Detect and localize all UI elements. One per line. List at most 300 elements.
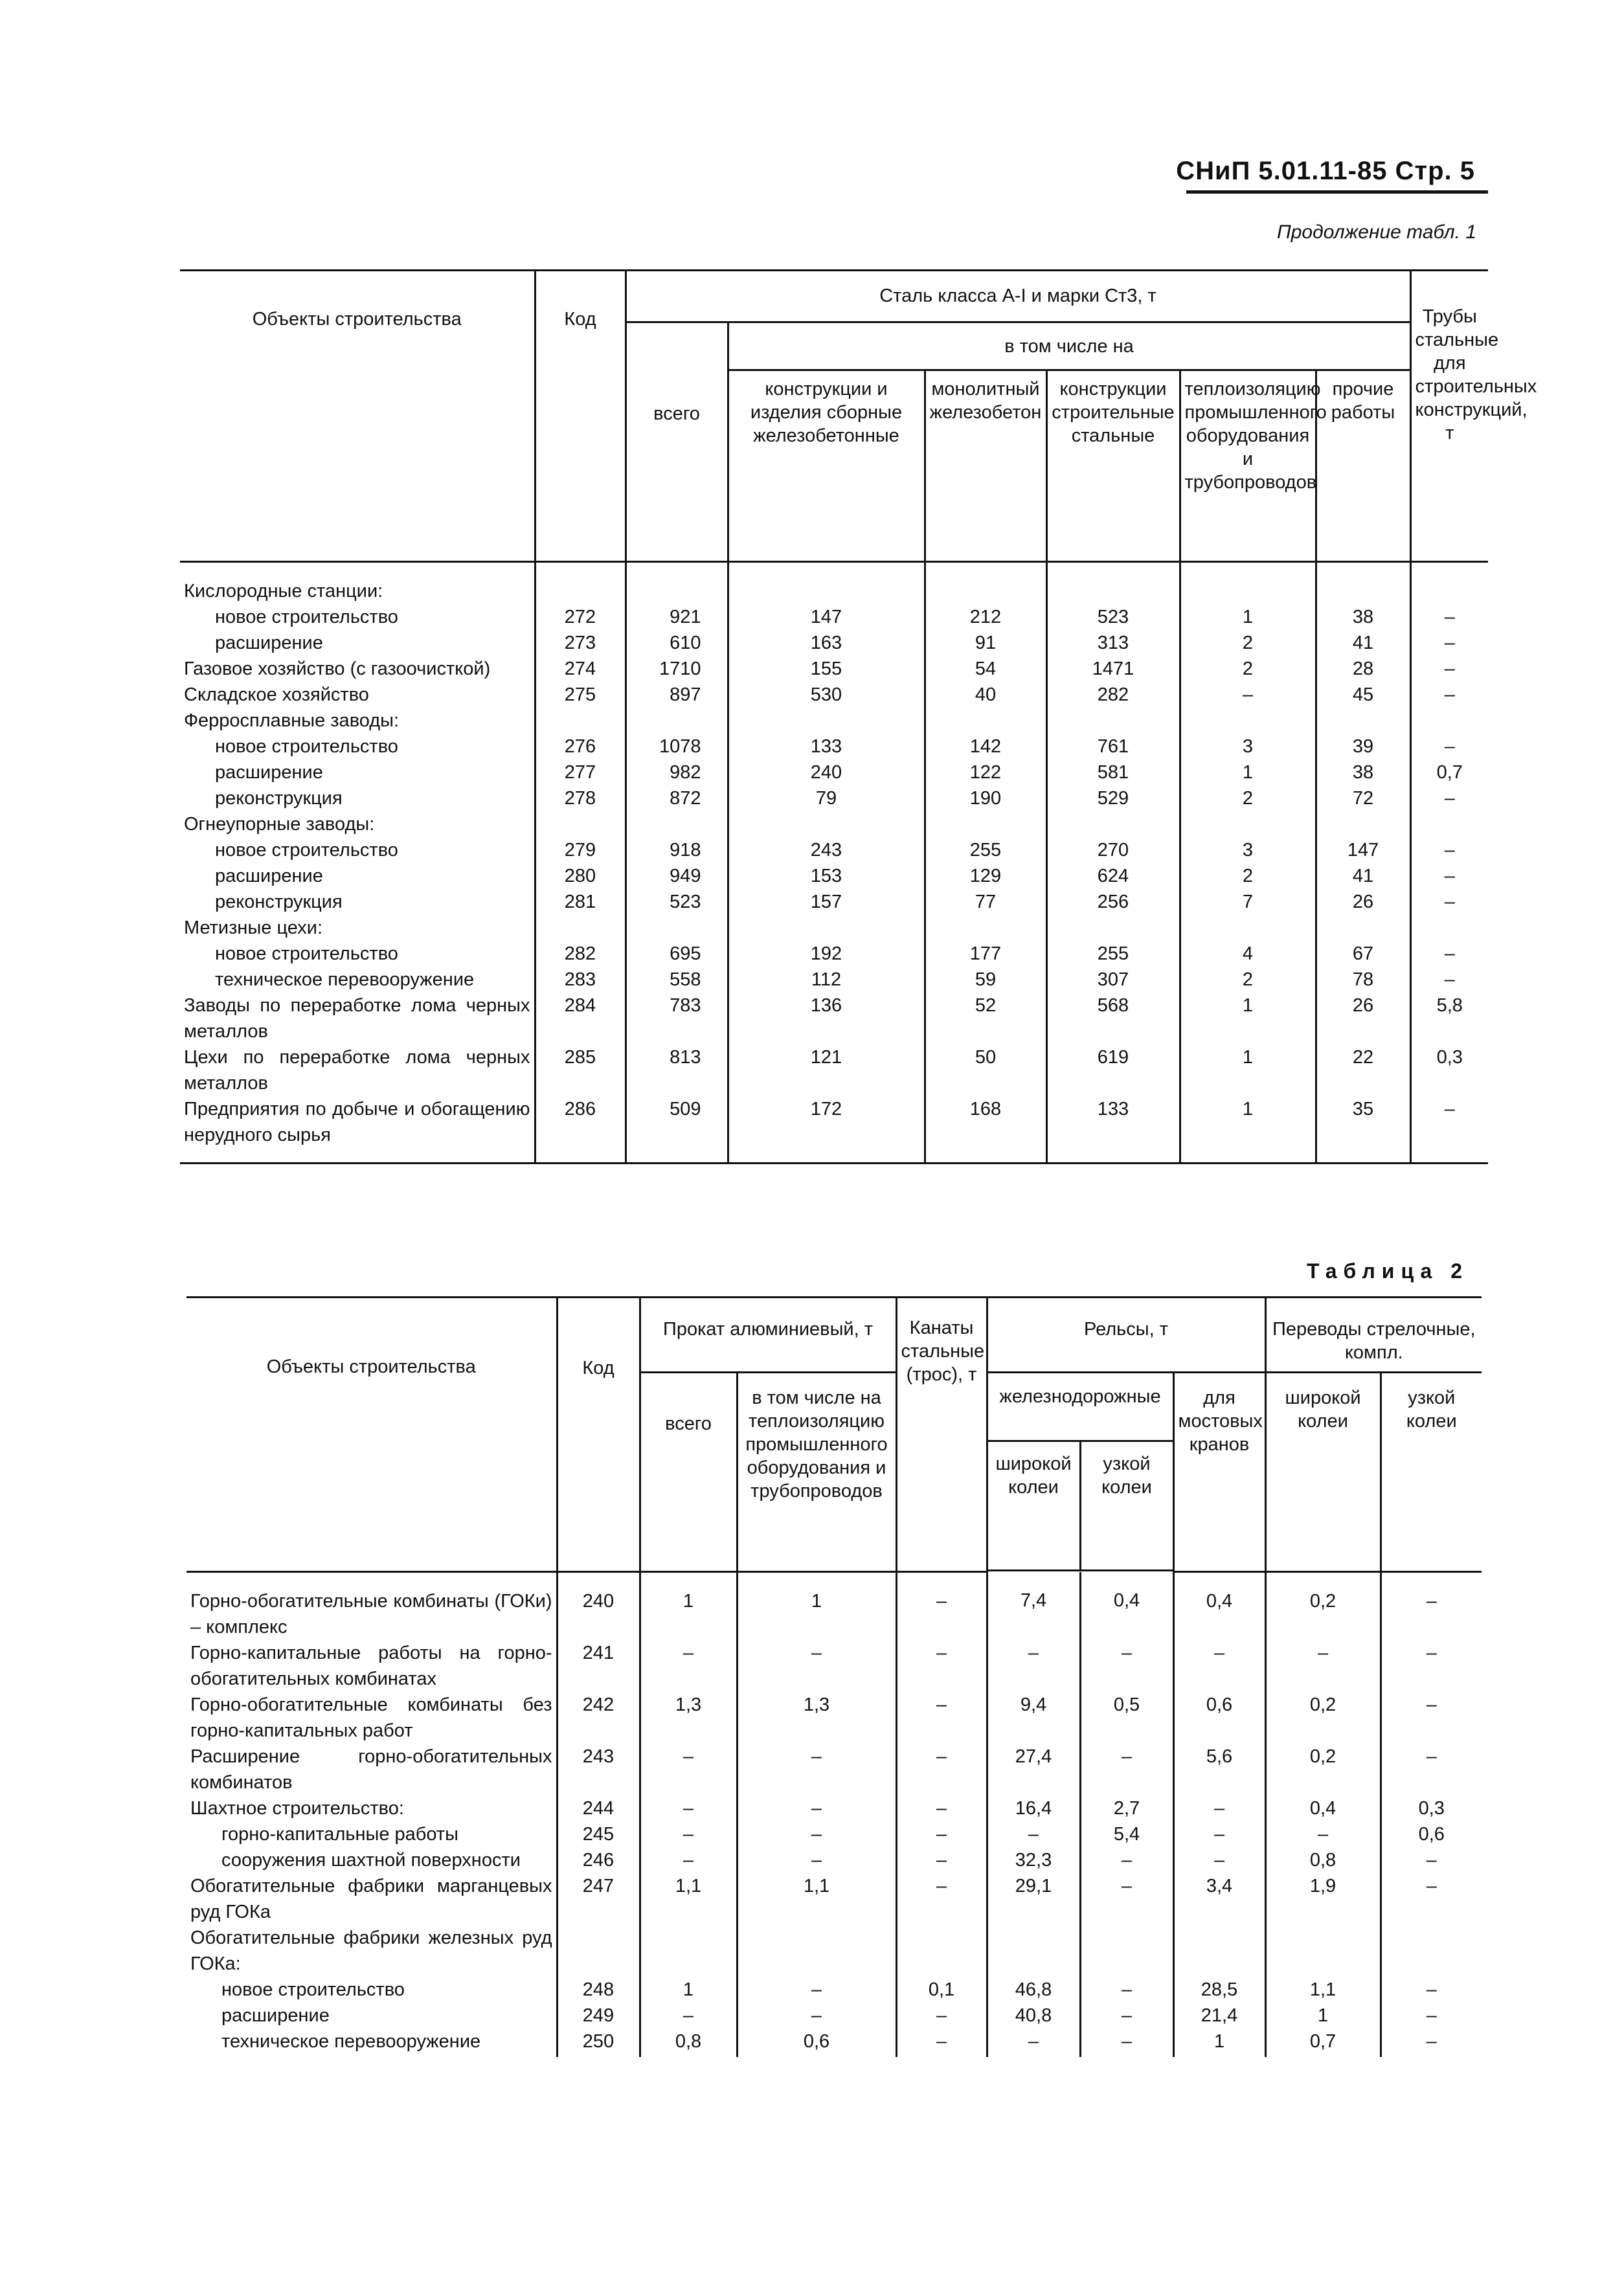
t1-code: 278 (535, 785, 626, 811)
t1-header-c5: прочие работы (1316, 370, 1410, 562)
t2-value: 29,1 (987, 1873, 1080, 1925)
t2-header-rails-wide: широкой колеи (987, 1441, 1080, 1571)
t1-object-name: новое строительство (215, 607, 398, 627)
t2-value: – (1173, 1640, 1265, 1692)
t1-header-c1: конструкции и изделия сборные железобетонные (728, 370, 925, 562)
t1-value (728, 562, 925, 605)
t1-header-pipes: Трубы стальные для строительных конструкций, т (1410, 271, 1488, 562)
t1-value: 91 (925, 630, 1046, 656)
t1-value: 624 (1046, 863, 1180, 889)
t1-value: 38 (1316, 759, 1410, 785)
t1-value (925, 562, 1046, 605)
t2-value: 5,4 (1080, 1821, 1173, 1847)
t1-value (626, 915, 728, 941)
t2-value: – (1173, 1847, 1265, 1873)
t2-value: 16,4 (987, 1795, 1080, 1821)
t1-object-name: Заводы по переработке лома черных металлов (184, 995, 530, 1042)
continuation-note: Продолжение табл. 1 (1277, 221, 1476, 243)
t1-value (1046, 811, 1180, 837)
t2-value: 0,2 (1265, 1744, 1381, 1795)
t1-value: 813 (626, 1044, 728, 1096)
t1-value (1180, 708, 1316, 734)
t1-value (1410, 562, 1488, 605)
t2-value: – (737, 1821, 896, 1847)
t1-value: 7 (1180, 889, 1316, 915)
t2-code: 245 (557, 1821, 640, 1847)
t1-value: 255 (925, 837, 1046, 863)
t1-code (535, 708, 626, 734)
t1-value: 192 (728, 941, 925, 967)
t2-value: 0,2 (1265, 1572, 1381, 1641)
t1-header-code: Код (535, 271, 626, 562)
t2-code: 243 (557, 1744, 640, 1795)
t2-row (186, 1873, 1482, 1925)
t2-value: – (737, 1847, 896, 1873)
t1-header-objects: Объекты строительства (180, 271, 535, 562)
t1-object-name: Огнеупорные заводы: (184, 814, 375, 835)
t1-row (180, 562, 1488, 605)
t1-value: 872 (626, 785, 728, 811)
t2-value: – (1080, 2003, 1173, 2029)
t1-value: 783 (626, 993, 728, 1044)
t2-row (186, 1572, 1482, 1641)
t2-value: 0,7 (1265, 2029, 1381, 2057)
t1-value: 1 (1180, 1096, 1316, 1164)
t2-value: – (896, 1795, 987, 1821)
t2-value: 1 (737, 1572, 896, 1641)
t1-value: 2 (1180, 863, 1316, 889)
t2-code: 246 (557, 1847, 640, 1873)
t1-code: 281 (535, 889, 626, 915)
t1-row (180, 967, 1488, 993)
t1-value (1316, 562, 1410, 605)
t1-value: 121 (728, 1044, 925, 1096)
t1-row (180, 708, 1488, 734)
t1-value: 1 (1180, 1044, 1316, 1096)
t1-value: – (1410, 889, 1488, 915)
t1-value (626, 562, 728, 605)
t2-row (186, 1847, 1482, 1873)
t2-object-name: техническое перевооружение (221, 2031, 481, 2052)
t1-code (535, 811, 626, 837)
t2-value: – (1080, 1640, 1173, 1692)
t1-object-name: новое строительство (215, 736, 398, 757)
t2-header-al-incl: в том числе на теплоизоляцию промышленного оборудования и трубопроводов (737, 1373, 896, 1572)
t1-value: 949 (626, 863, 728, 889)
t1-code: 274 (535, 656, 626, 682)
t1-value (1316, 915, 1410, 941)
t1-value: 0,3 (1410, 1044, 1488, 1096)
t2-row (186, 2003, 1482, 2029)
t2-value: – (987, 1821, 1080, 1847)
t1-value: 2 (1180, 967, 1316, 993)
t1-value: 530 (728, 682, 925, 708)
t2-value: 1,1 (1265, 1977, 1381, 2003)
t1-header-c4: теплоизоляцию промышленного оборудования и трубопроводов (1180, 370, 1316, 562)
t2-value: 27,4 (987, 1744, 1080, 1795)
table-2 (186, 1296, 1482, 2057)
t1-value: 1471 (1046, 656, 1180, 682)
t1-object-name: новое строительство (215, 840, 398, 860)
t2-value: 0,4 (1265, 1795, 1381, 1821)
t2-value: 7,4 (987, 1572, 1080, 1641)
t2-value: 0,8 (1265, 1847, 1381, 1873)
t2-header-aluminum: Прокат алюминиевый, т (640, 1298, 896, 1373)
t1-value: – (1410, 785, 1488, 811)
t2-value: 46,8 (987, 1977, 1080, 2003)
t1-value: 79 (728, 785, 925, 811)
t2-value: – (1381, 2029, 1482, 2057)
t1-value: 307 (1046, 967, 1180, 993)
t2-value: 5,6 (1173, 1744, 1265, 1795)
t1-code: 284 (535, 993, 626, 1044)
t1-row (180, 785, 1488, 811)
t2-value: – (1080, 2029, 1173, 2057)
t1-value: 918 (626, 837, 728, 863)
t1-value: 54 (925, 656, 1046, 682)
t2-code: 250 (557, 2029, 640, 2057)
t1-value: 59 (925, 967, 1046, 993)
table-1 (180, 269, 1537, 1164)
t1-value (1046, 562, 1180, 605)
t1-value: 255 (1046, 941, 1180, 967)
t2-value: 3,4 (1173, 1873, 1265, 1925)
t1-value: 122 (925, 759, 1046, 785)
t1-value: 52 (925, 993, 1046, 1044)
t1-value: 153 (728, 863, 925, 889)
t1-value: 982 (626, 759, 728, 785)
t1-object-name: новое строительство (215, 943, 398, 964)
t2-row (186, 1744, 1482, 1795)
t1-row (180, 1096, 1488, 1164)
t1-code: 275 (535, 682, 626, 708)
t2-value: – (1381, 1977, 1482, 2003)
t1-value: 163 (728, 630, 925, 656)
t2-code: 248 (557, 1977, 640, 2003)
t1-value: 133 (1046, 1096, 1180, 1164)
t2-value: – (987, 2029, 1080, 2057)
t1-value (1046, 708, 1180, 734)
t2-value: – (640, 1847, 737, 1873)
t2-header-sw-narrow: узкой колеи (1381, 1373, 1482, 1572)
t1-value: – (1410, 656, 1488, 682)
t2-header-code: Код (557, 1298, 640, 1572)
t2-value: 0,2 (1265, 1692, 1381, 1744)
t2-row (186, 1640, 1482, 1692)
t1-value (925, 811, 1046, 837)
t1-body (180, 562, 1488, 1164)
t1-value: 41 (1316, 630, 1410, 656)
t1-value: 1 (1180, 993, 1316, 1044)
t1-value (1316, 811, 1410, 837)
t2-value: – (1080, 1847, 1173, 1873)
t1-value: – (1410, 630, 1488, 656)
t2-value: 40,8 (987, 2003, 1080, 2029)
t2-value: – (1381, 1847, 1482, 1873)
t2-value: – (737, 1744, 896, 1795)
t1-value: 523 (626, 889, 728, 915)
t1-object-name: реконструкция (215, 892, 343, 912)
t2-value: – (1381, 1640, 1482, 1692)
t1-value: 39 (1316, 734, 1410, 759)
t1-value (1180, 562, 1316, 605)
t1-value (1180, 811, 1316, 837)
t2-value: 0,8 (640, 2029, 737, 2057)
t1-value: 1 (1180, 759, 1316, 785)
t1-value: 3 (1180, 837, 1316, 863)
t1-value: 0,7 (1410, 759, 1488, 785)
t2-value: – (896, 1572, 987, 1641)
t1-value (728, 915, 925, 941)
t2-value (1173, 1925, 1265, 1977)
t1-value (728, 708, 925, 734)
t1-object-name: Предприятия по добыче и обогащению нерудного сырья (180, 1096, 535, 1164)
t2-value: 0,4 (1173, 1572, 1265, 1641)
t1-row (180, 889, 1488, 915)
t2-value: – (896, 1873, 987, 1925)
t1-code: 282 (535, 941, 626, 967)
t1-value (1410, 811, 1488, 837)
t1-value: 41 (1316, 863, 1410, 889)
t2-value: 0,1 (896, 1977, 987, 2003)
t2-value: – (1265, 1821, 1381, 1847)
t2-value: 1,1 (640, 1873, 737, 1925)
t1-value: 581 (1046, 759, 1180, 785)
t1-value: – (1410, 1096, 1488, 1164)
t1-value: 45 (1316, 682, 1410, 708)
t2-value: – (896, 1744, 987, 1795)
t2-object-name: расширение (221, 2005, 330, 2026)
t1-object-name: реконструкция (215, 788, 343, 809)
t1-code: 283 (535, 967, 626, 993)
t2-value: 0,6 (1173, 1692, 1265, 1744)
t1-value: 568 (1046, 993, 1180, 1044)
t1-value: 558 (626, 967, 728, 993)
t1-value (1410, 915, 1488, 941)
t1-value: 142 (925, 734, 1046, 759)
t2-value (1080, 1925, 1173, 1977)
t1-value: 77 (925, 889, 1046, 915)
t2-value: 0,3 (1381, 1795, 1482, 1821)
t2-code: 244 (557, 1795, 640, 1821)
t2-value: – (737, 1640, 896, 1692)
t1-value: 112 (728, 967, 925, 993)
t1-value: 1 (1180, 604, 1316, 630)
t2-value (987, 1925, 1080, 1977)
t2-value (1265, 1925, 1381, 1977)
t2-object-name: Горно-капитальные работы на горно-обогатительных комбинатах (190, 1643, 552, 1689)
t2-value: – (1080, 1977, 1173, 2003)
t2-object-name: горно-капитальные работы (221, 1824, 458, 1845)
t1-value: – (1180, 682, 1316, 708)
t1-value: 761 (1046, 734, 1180, 759)
t1-value (1046, 915, 1180, 941)
t2-value (640, 1925, 737, 1977)
t2-row (186, 2029, 1482, 2057)
t1-value: 172 (728, 1096, 925, 1164)
t2-code: 241 (557, 1640, 640, 1692)
t1-value: 610 (626, 630, 728, 656)
t2-header-rails-crane: для мостовых кранов (1173, 1373, 1265, 1572)
document-header: СНиП 5.01.11-85 Стр. 5 (1176, 157, 1475, 185)
t1-value: 38 (1316, 604, 1410, 630)
t1-value: – (1410, 967, 1488, 993)
t2-value: 1,9 (1265, 1873, 1381, 1925)
t1-value: 1710 (626, 656, 728, 682)
t2-value: – (896, 1640, 987, 1692)
t2-value: – (896, 1692, 987, 1744)
t2-value: 0,4 (1080, 1572, 1173, 1641)
t1-value: 28 (1316, 656, 1410, 682)
table-2-caption: Таблица 2 (1306, 1259, 1469, 1283)
t1-header-steel: Сталь класса A-I и марки Ст3, т (626, 271, 1410, 322)
t1-value: 155 (728, 656, 925, 682)
t2-header-objects: Объекты строительства (186, 1298, 557, 1572)
t1-object-name: Складское хозяйство (184, 684, 369, 705)
t1-value (1410, 708, 1488, 734)
t1-code: 280 (535, 863, 626, 889)
t1-row (180, 993, 1488, 1044)
t1-value: 270 (1046, 837, 1180, 863)
t2-value: – (1381, 2003, 1482, 2029)
t2-header-switches: Переводы стрелочные, компл. (1265, 1298, 1482, 1373)
t1-value: 177 (925, 941, 1046, 967)
t1-value: 40 (925, 682, 1046, 708)
t2-code: 242 (557, 1692, 640, 1744)
t2-value: – (896, 2029, 987, 2057)
t2-value: – (640, 1744, 737, 1795)
t2-value: – (737, 1795, 896, 1821)
t1-header-total: всего (626, 322, 728, 562)
t1-object-name: Газовое хозяйство (с газоочисткой) (184, 658, 491, 679)
t2-value: 0,6 (1381, 1821, 1482, 1847)
t1-value: 147 (728, 604, 925, 630)
t1-value: 147 (1316, 837, 1410, 863)
t1-value: 67 (1316, 941, 1410, 967)
t1-object-name: Ферросплавные заводы: (184, 710, 400, 731)
header-rule (1186, 190, 1488, 194)
t2-value: – (737, 1977, 896, 2003)
t2-value: 0,5 (1080, 1692, 1173, 1744)
t1-value: – (1410, 837, 1488, 863)
t2-value: – (1381, 1873, 1482, 1925)
t2-value: – (640, 1821, 737, 1847)
t2-body (186, 1572, 1482, 2058)
t1-header-c3: конструкции строительные стальные (1046, 370, 1180, 562)
t1-row (180, 734, 1488, 759)
t1-value: – (1410, 604, 1488, 630)
t2-value: 0,6 (737, 2029, 896, 2057)
t2-value: 32,3 (987, 1847, 1080, 1873)
t1-header-including: в том числе на (728, 322, 1410, 370)
t1-row (180, 604, 1488, 630)
t1-value: 2 (1180, 656, 1316, 682)
t1-value: 136 (728, 993, 925, 1044)
t1-value: 72 (1316, 785, 1410, 811)
t1-row (180, 863, 1488, 889)
t2-value (896, 1925, 987, 1977)
t2-value: – (1381, 1744, 1482, 1795)
t1-value: 22 (1316, 1044, 1410, 1096)
t1-value: 313 (1046, 630, 1180, 656)
t1-value: 619 (1046, 1044, 1180, 1096)
t1-code: 285 (535, 1044, 626, 1096)
t1-object-name: Метизные цехи: (184, 917, 323, 938)
t2-value: 1,3 (640, 1692, 737, 1744)
t2-value: – (640, 2003, 737, 2029)
t2-value: 1 (1265, 2003, 1381, 2029)
t2-value: – (896, 2003, 987, 2029)
t1-value: 3 (1180, 734, 1316, 759)
t2-header-al-total: всего (640, 1373, 737, 1572)
t2-value: – (1080, 1873, 1173, 1925)
t1-value (626, 708, 728, 734)
t2-value: 1 (1173, 2029, 1265, 2057)
t1-code: 277 (535, 759, 626, 785)
t1-value: 240 (728, 759, 925, 785)
t2-value: – (1381, 1692, 1482, 1744)
t1-value: 26 (1316, 993, 1410, 1044)
t2-value: – (1080, 1744, 1173, 1795)
t2-row (186, 1821, 1482, 1847)
t2-header-rails-rr: железнодорожные (987, 1373, 1173, 1441)
t1-object-name: техническое перевооружение (215, 969, 475, 990)
t1-row (180, 759, 1488, 785)
t2-row (186, 1977, 1482, 2003)
t1-value: 2 (1180, 785, 1316, 811)
t1-value (728, 811, 925, 837)
t1-value: 157 (728, 889, 925, 915)
t1-object-name: Цехи по переработке лома черных металлов (184, 1047, 530, 1094)
t1-header-c2: монолитный железобетон (925, 370, 1046, 562)
t2-code: 249 (557, 2003, 640, 2029)
t1-value: 282 (1046, 682, 1180, 708)
t1-value: 523 (1046, 604, 1180, 630)
t2-object-name: сооружения шахтной поверхности (221, 1850, 521, 1871)
t1-value (1180, 915, 1316, 941)
t2-header-sw-wide: широкой колеи (1265, 1373, 1381, 1572)
t1-row (180, 656, 1488, 682)
t1-row (180, 811, 1488, 837)
t1-value: 78 (1316, 967, 1410, 993)
t1-code: 286 (535, 1096, 626, 1164)
t2-code: 240 (557, 1572, 640, 1641)
t1-value: 133 (728, 734, 925, 759)
t2-object-name: Обогатительные фабрики марганцевых руд ГОКа (190, 1876, 552, 1922)
t2-value: 21,4 (1173, 2003, 1265, 2029)
t1-row (180, 1044, 1488, 1096)
t1-row (180, 915, 1488, 941)
t1-object-name: расширение (215, 762, 323, 783)
t1-value: 509 (626, 1096, 728, 1164)
t1-value: – (1410, 941, 1488, 967)
t1-value: 129 (925, 863, 1046, 889)
t2-value: – (1265, 1640, 1381, 1692)
t1-code: 273 (535, 630, 626, 656)
t2-row (186, 1795, 1482, 1821)
t2-object-name: Шахтное строительство: (190, 1798, 404, 1819)
t1-code (535, 562, 626, 605)
t2-value: – (640, 1795, 737, 1821)
t2-header-rails-narrow: узкой колеи (1080, 1441, 1173, 1571)
t2-value: 1,3 (737, 1692, 896, 1744)
t1-value (626, 811, 728, 837)
t1-object-name: расширение (215, 866, 323, 886)
t1-code (535, 915, 626, 941)
t2-object-name: Горно-обогатительные комбинаты без горно-капитальных работ (190, 1694, 552, 1741)
t1-value: – (1410, 734, 1488, 759)
t1-value: 897 (626, 682, 728, 708)
